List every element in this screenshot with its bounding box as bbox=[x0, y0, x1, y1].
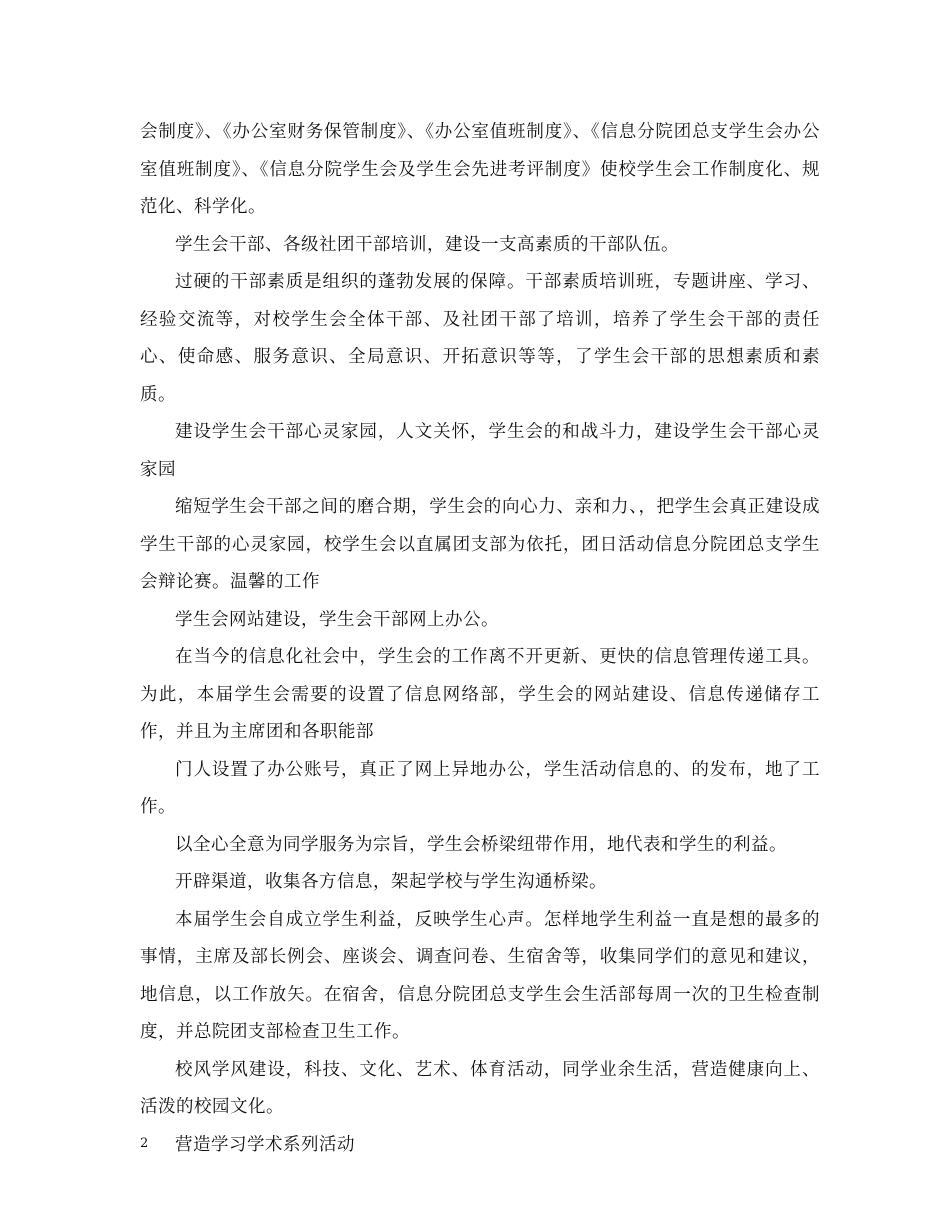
paragraph: 缩短学生会干部之间的磨合期，学生会的向心力、亲和力、，把学生会真正建设成学生干部的心灵家园，校学生会以直属团支部为依托，团日活动信息分院团总支学生会辩论赛。温馨的工作 bbox=[140, 497, 820, 592]
paragraph: 会制度》、《办公室财务保管制度》、《办公室值班制度》、《信息分院团总支学生会办公室值班制度》、《信息分院学生会及学生会先进考评制度》使校学生会工作制度化、规范化、科学化。 bbox=[140, 122, 820, 217]
paragraph: 建设学生会干部心灵家园，人文关怀，学生会的和战斗力，建设学生会干部心灵家园 bbox=[140, 422, 820, 480]
paragraph: 学生会网站建设，学生会干部网上办公。 bbox=[175, 609, 499, 630]
page-number: 2 bbox=[140, 1136, 149, 1151]
paragraph: 校风学风建设，科技、文化、艺术、体育活动，同学业余生活，营造健康向上、活泼的校园文化。 bbox=[140, 1059, 820, 1117]
paragraph: 营造学习学术系列活动 bbox=[175, 1134, 355, 1155]
paragraph: 开辟渠道，收集各方信息，架起学校与学生沟通桥梁。 bbox=[175, 872, 607, 892]
paragraph: 本届学生会自成立学生利益，反映学生心声。怎样地学生利益一直是想的最多的事情，主席及部长例会、座谈会、调查问卷、生宿舍等，收集同学们的意见和建议，地信息，以工作放矢。在宿舍，信息分院团总支学生会生活部每周一次的卫生检查制度，并总院团支部检查卫生工作。 bbox=[140, 909, 820, 1042]
document-body bbox=[140, 114, 820, 1164]
paragraph: 门人设置了办公账号，真正了网上异地办公，学生活动信息的、的发布，地了工作。 bbox=[140, 759, 820, 817]
paragraph: 以全心全意为同学服务为宗旨，学生会桥梁纽带作用，地代表和学生的利益。 bbox=[175, 834, 787, 855]
paragraph: 学生会干部、各级社团干部培训，建设一支高素质的干部队伍。 bbox=[175, 234, 679, 255]
paragraph: 过硬的干部素质是组织的蓬勃发展的保障。干部素质培训班，专题讲座、学习、经验交流等，对校学生会全体干部、及社团干部了培训，培养了学生会干部的责任心、使命感、服务意识、全局意识、开拓意识等等，了学生会干部的思想素质和素质。 bbox=[140, 272, 820, 405]
paragraph: 在当今的信息化社会中，学生会的工作离不开更新、更快的信息管理传递工具。为此，本届学生会需要的设置了信息网络部，学生会的网站建设、信息传递储存工作，并且为主席团和各职能部 bbox=[140, 647, 820, 742]
